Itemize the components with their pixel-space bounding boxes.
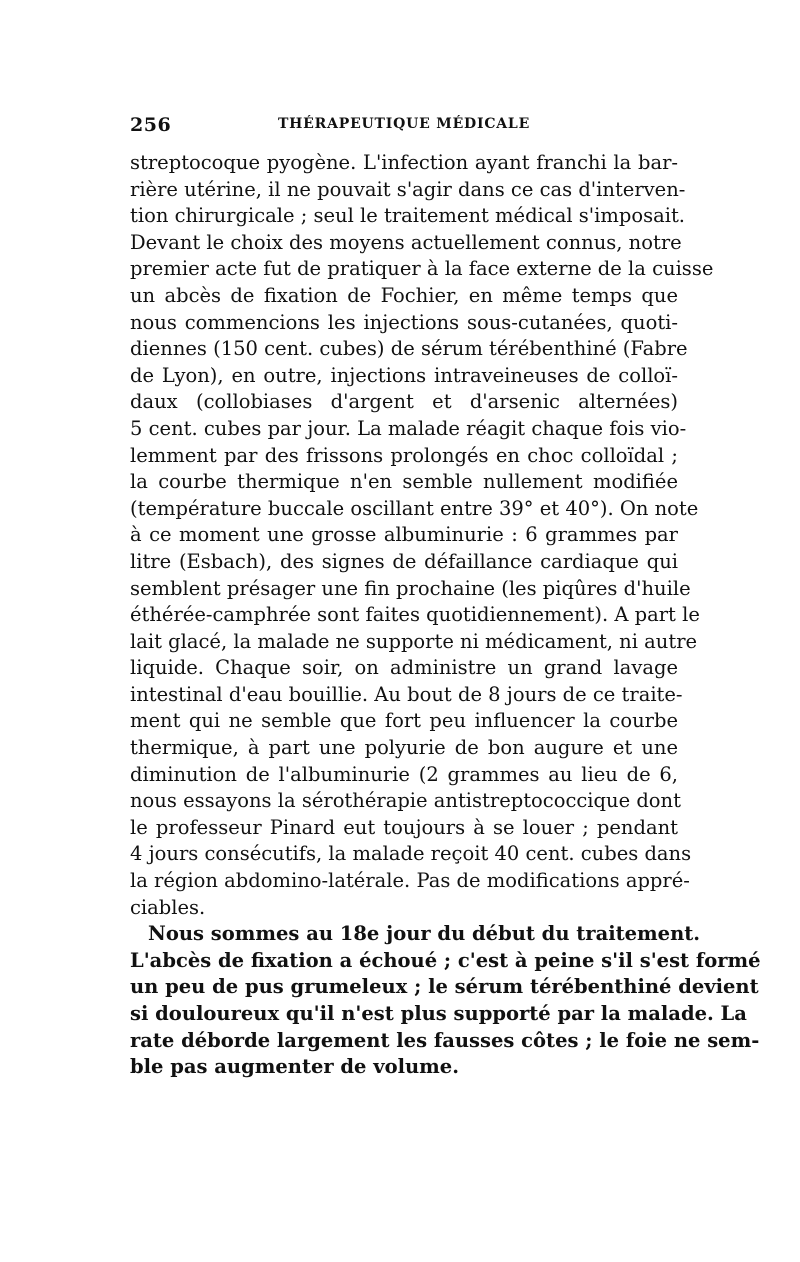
text-line: si douloureux qu'il n'est plus supporté par la malade. La (130, 1002, 747, 1025)
text-line: liquide. Chaque soir, on administre un grand lavage (130, 656, 678, 680)
text-line: L'abcès de fixation a échoué ; c'est à peine s'il s'est formé (130, 948, 761, 972)
paragraph-1 (130, 150, 714, 921)
text-line: diminution de l'albuminurie (2 grammes au lieu de 6, (130, 762, 678, 786)
text-line: un peu de pus grumeleux ; le sérum térébenthiné devient (130, 975, 759, 999)
text-line: intestinal d'eau bouillie. Au bout de 8 jours de ce traite- (130, 682, 683, 706)
text-line: lemment par des frissons prolongés en choc colloïdal ; (130, 443, 678, 467)
text-line: Nous sommes au 18e jour du début du traitement. (148, 922, 701, 946)
text-line: diennes (150 cent. cubes) de sérum térébenthiné (Fabre (130, 337, 688, 361)
text-line: la région abdomino-latérale. Pas de modifications appré- (130, 869, 690, 893)
text-line: tion chirurgicale ; seul le traitement médical s'imposait. (130, 204, 685, 228)
running-title: THÉRAPEUTIQUE MÉDICALE (277, 116, 531, 132)
text-line: nous essayons la sérothérapie antistreptococcique dont (130, 789, 681, 813)
text-line: 5 cent. cubes par jour. La malade réagit chaque fois vio- (130, 416, 687, 440)
text-line: litre (Esbach), des signes de défaillance cardiaque qui (130, 549, 678, 573)
text-line: rate déborde largement les fausses côtes ; le foie ne sem- (130, 1028, 760, 1052)
text-line: la courbe thermique n'en semble nullement modifiée (130, 470, 678, 494)
text-line: streptocoque pyogène. L'infection ayant franchi la bar- (130, 151, 678, 174)
text-line: éthérée-camphrée sont faites quotidiennement). A part le (130, 603, 700, 627)
text-line: 4 jours consécutifs, la malade reçoit 40 cent. cubes dans (130, 842, 692, 866)
text-line: daux (collobiases d'argent et d'arsenic alternées) (130, 390, 678, 414)
text-line: nous commencions les injections sous-cutanées, quoti- (130, 310, 678, 334)
text-line: de Lyon), en outre, injections intraveineuses de colloï- (130, 363, 678, 387)
paragraph-2 (130, 921, 761, 1081)
text-line: le professeur Pinard eut toujours à se louer ; pendant (130, 815, 678, 839)
text-line: Devant le choix des moyens actuellement connus, notre (130, 230, 682, 254)
text-line: premier acte fut de pratiquer à la face externe de la cuisse (130, 257, 714, 281)
text-line: lait glacé, la malade ne supporte ni médicament, ni autre (130, 629, 698, 653)
text-line: ciables. (130, 895, 206, 919)
text-line: rière utérine, il ne pouvait s'agir dans ce cas d'interven- (130, 177, 686, 201)
page-number: 256 (130, 114, 172, 136)
text-line: ment qui ne semble que fort peu influencer la courbe (130, 709, 678, 733)
body-text (130, 150, 761, 1081)
text-line: un abcès de fixation de Fochier, en même temps que (130, 283, 678, 307)
text-line: semblent présager une fin prochaine (les piqûres d'huile (130, 576, 691, 600)
text-line: ble pas augmenter de volume. (130, 1055, 459, 1079)
page-header (130, 114, 678, 144)
text-line: à ce moment une grosse albuminurie : 6 grammes par (130, 523, 678, 547)
text-line: (température buccale oscillant entre 39° et 40°). On note (130, 496, 699, 520)
text-line: thermique, à part une polyurie de bon augure et une (130, 736, 678, 760)
